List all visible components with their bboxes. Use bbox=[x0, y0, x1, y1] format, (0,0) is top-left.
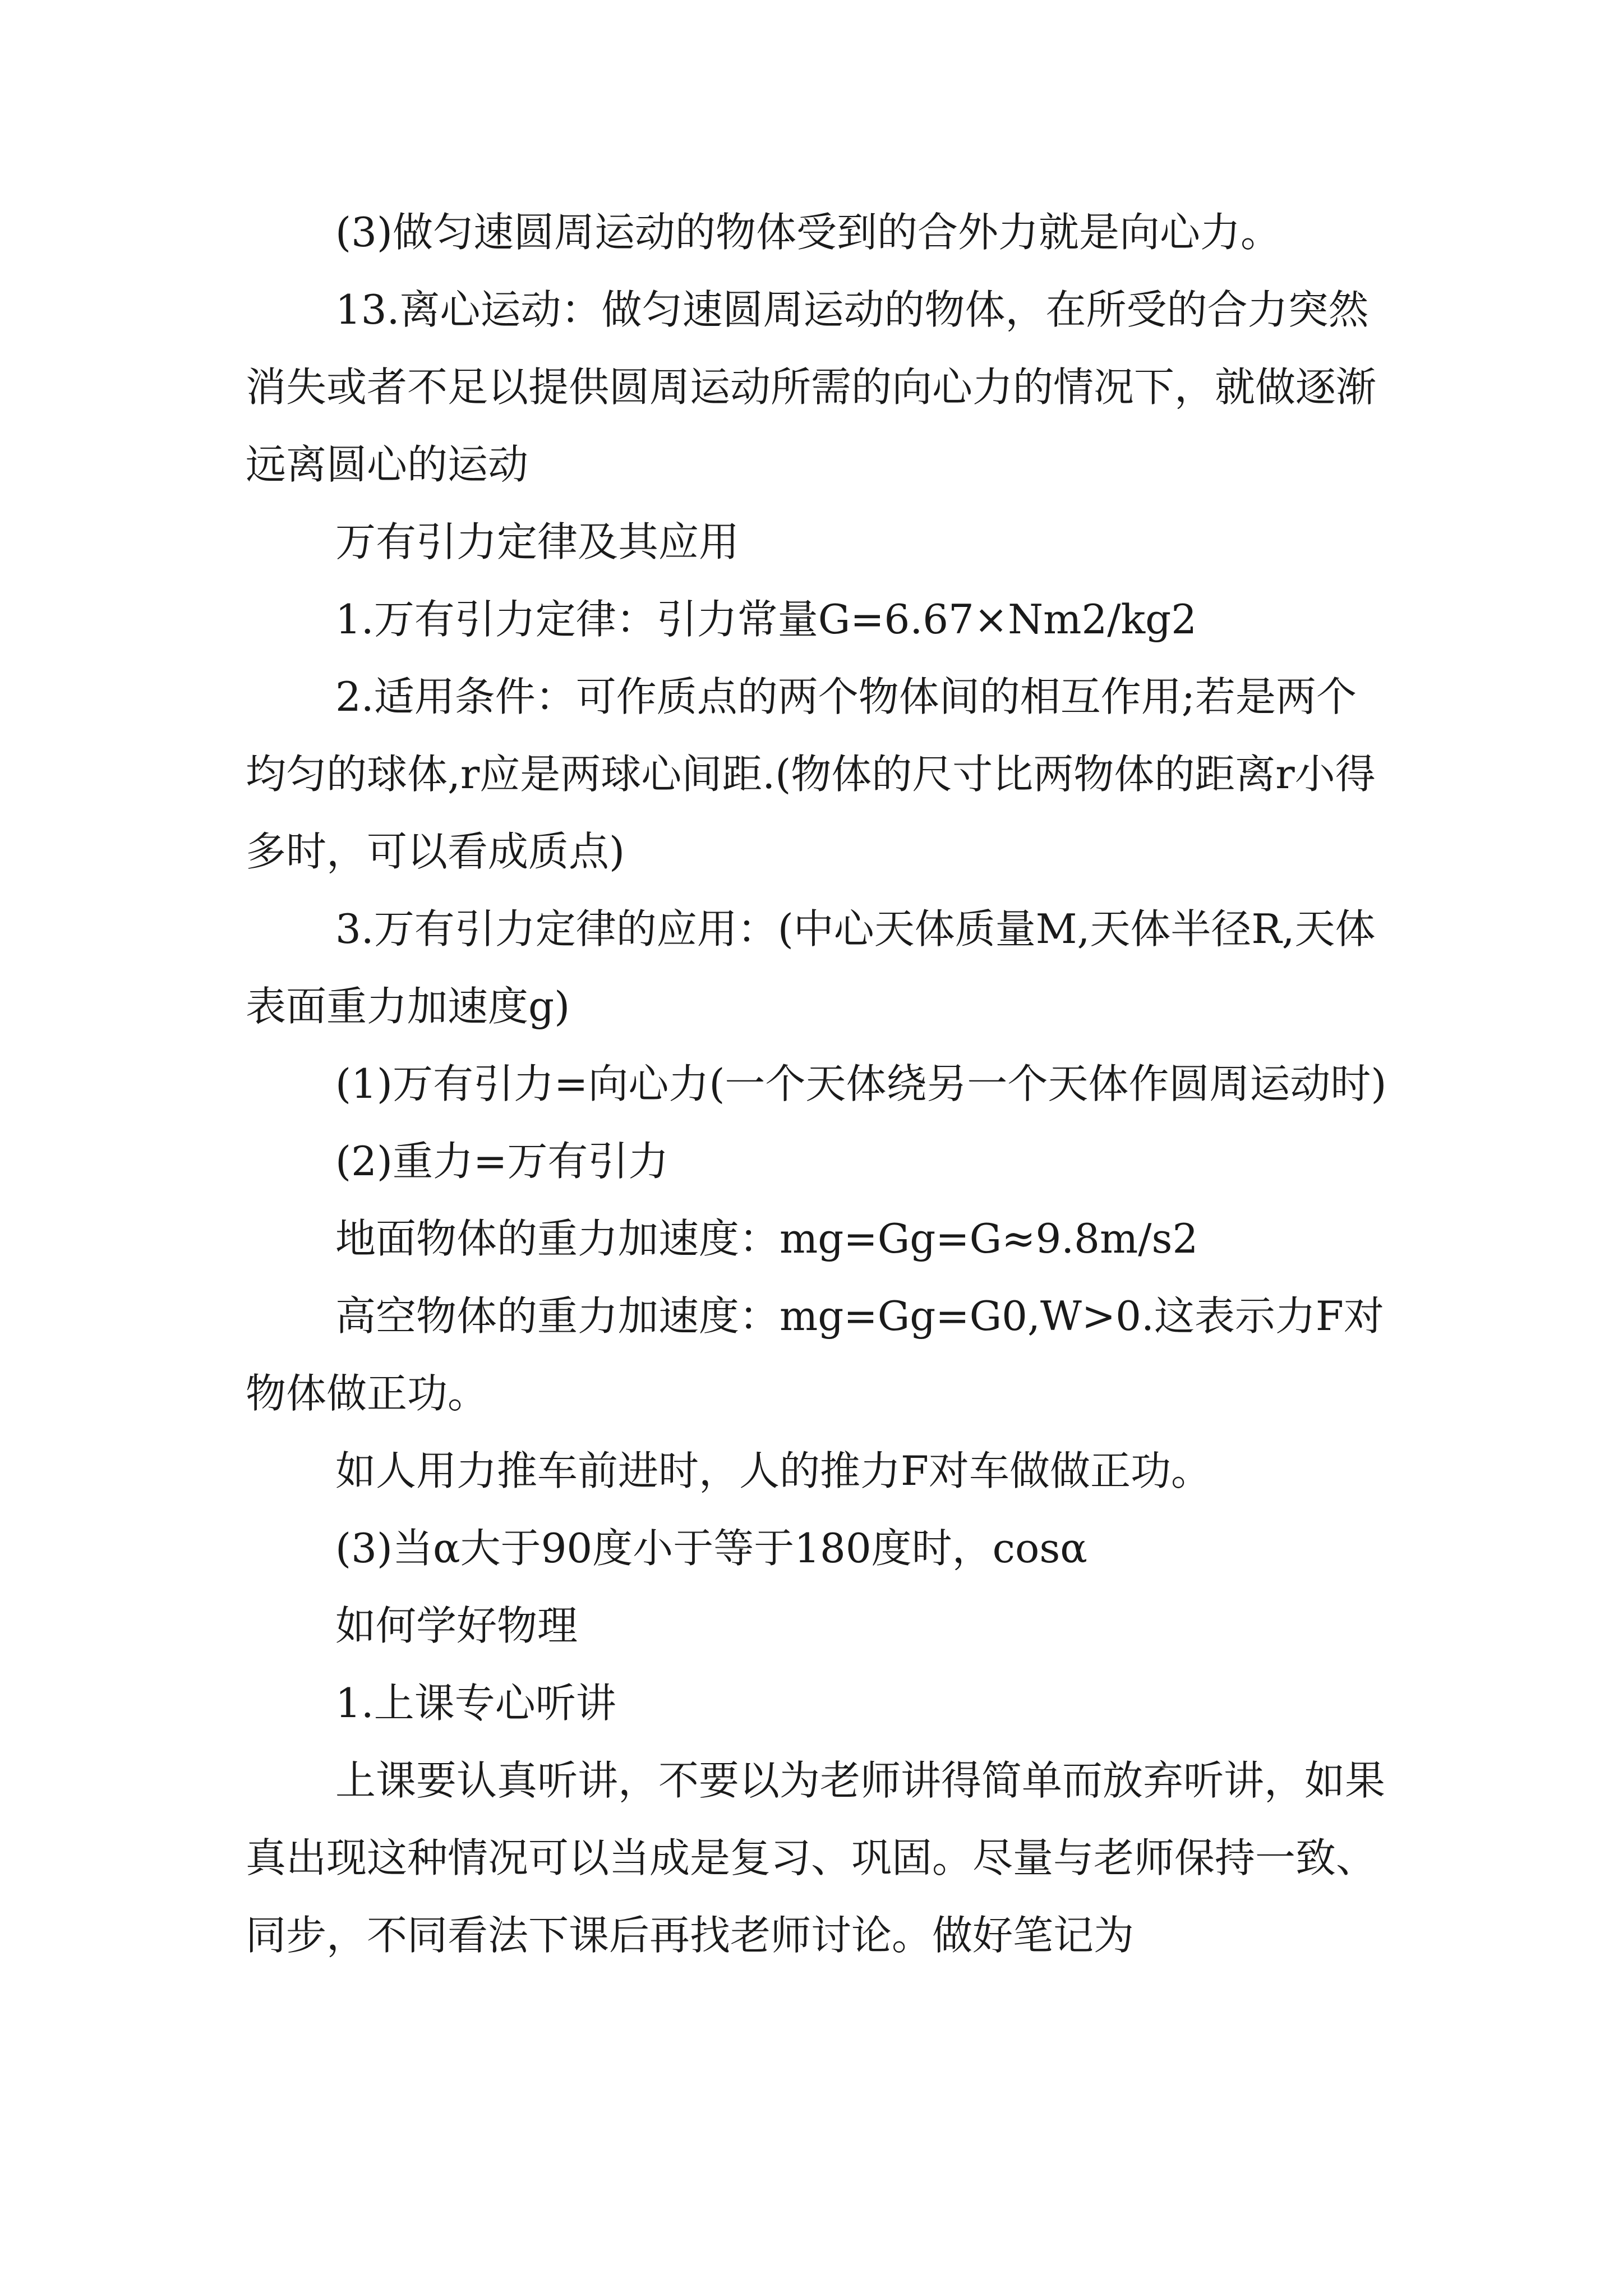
paragraph-gravity-equals-centripetal: (1)万有引力=向心力(一个天体绕另一个天体作圆周运动时) bbox=[335, 1060, 1387, 1107]
paragraph-push-cart-example: 如人用力推车前进时，人的推力F对车做做正功。 bbox=[335, 1447, 1211, 1494]
section-heading-gravitation: 万有引力定律及其应用 bbox=[335, 518, 740, 565]
paragraph-listen-details: 上课要认真听讲，不要以为老师讲得简单而放弃听讲，如果真出现这种情况可以当成是复习、巩固。尽量与老师保持一致、同步，不同看法下课后再找老师讨论。做好笔记为 bbox=[246, 1757, 1386, 1959]
section-heading-study-physics: 如何学好物理 bbox=[335, 1602, 578, 1649]
paragraph-ground-gravity-acceleration: 地面物体的重力加速度：mg=Gg=G≈9.8m/s2 bbox=[335, 1215, 1198, 1262]
paragraph-centrifugal-motion: 13.离心运动：做匀速圆周运动的物体，在所受的合力突然消失或者不足以提供圆周运动所需的向心力的情况下，就做逐渐远离圆心的运动 bbox=[246, 286, 1377, 488]
document-body bbox=[246, 194, 1390, 1974]
paragraph-law-applications: 3.万有引力定律的应用：(中心天体质量M,天体半径R,天体表面重力加速度g) bbox=[246, 905, 1376, 1030]
paragraph-weight-equals-gravitation: (2)重力=万有引力 bbox=[335, 1138, 669, 1185]
paragraph-gravitation-law: 1.万有引力定律：引力常量G=6.67×Nm2/kg2 bbox=[335, 596, 1197, 643]
paragraph-listen-in-class: 1.上课专心听讲 bbox=[335, 1680, 616, 1727]
paragraph-centripetal-net-force: (3)做匀速圆周运动的物体受到的合外力就是向心力。 bbox=[335, 209, 1281, 256]
paragraph-altitude-gravity-acceleration: 高空物体的重力加速度：mg=Gg=G0,W>0.这表示力F对物体做正功。 bbox=[246, 1292, 1384, 1417]
paragraph-angle-condition: (3)当α大于90度小于等于180度时，cosα bbox=[335, 1525, 1087, 1572]
paragraph-applicable-conditions: 2.适用条件：可作质点的两个物体间的相互作用;若是两个均匀的球体,r应是两球心间距.(物体的尺寸比两物体的距离r小得多时，可以看成质点) bbox=[246, 673, 1376, 875]
